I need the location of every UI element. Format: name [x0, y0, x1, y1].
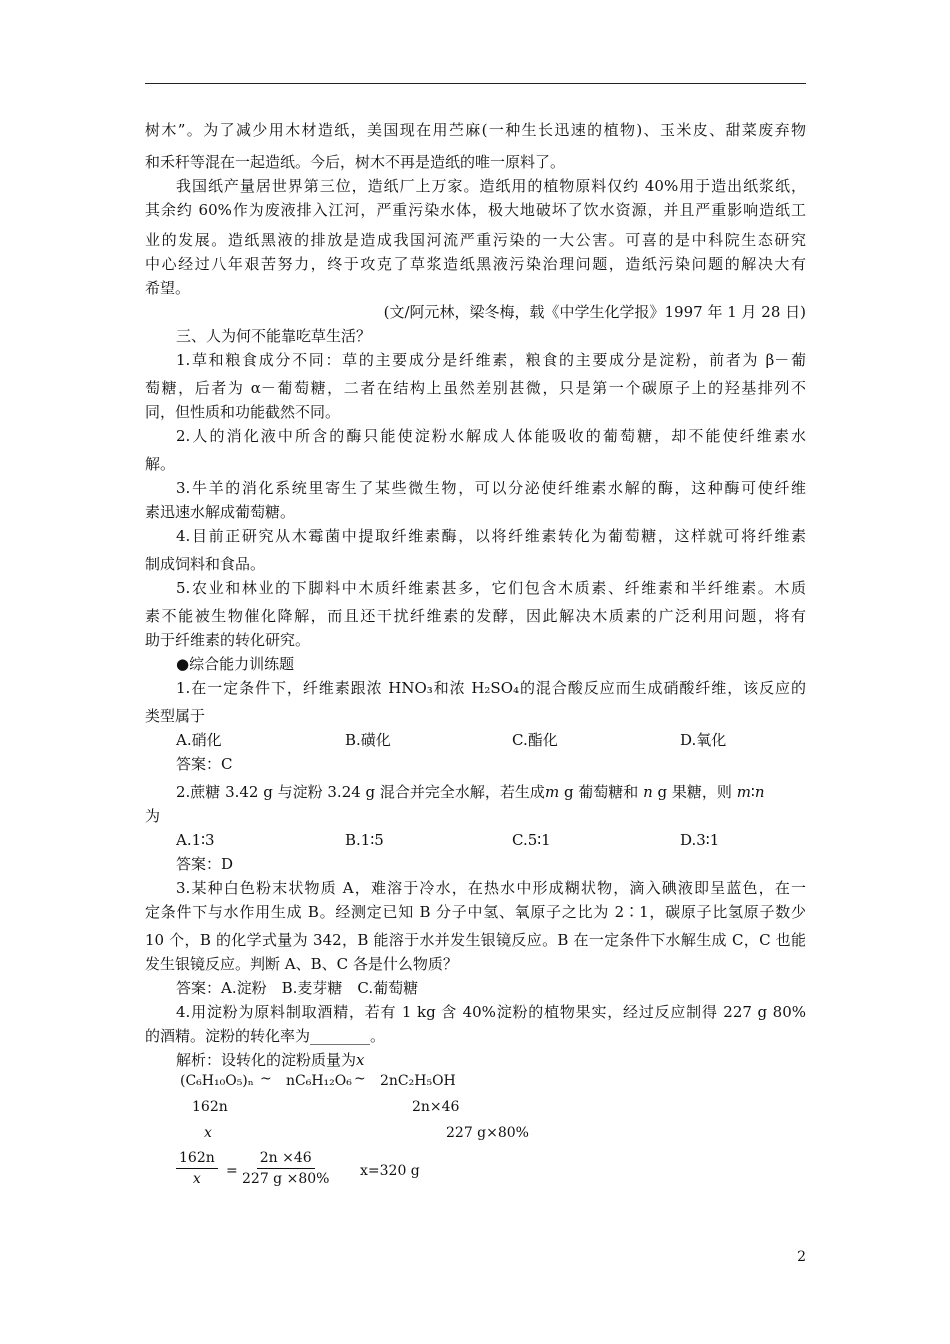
text-line: 1.草和粮食成分不同：草的主要成分是纤维素，粮食的主要成分是淀粉，前者为 β－葡 [176, 351, 806, 369]
tilde: ~ [260, 1071, 272, 1087]
question-3-text: 发生银镜反应。判断 A、B、C 各是什么物质？ [145, 955, 458, 973]
source-citation: (文/阿元林，梁冬梅，载《中学生化学报》1997 年 1 月 28 日) [383, 303, 806, 321]
q2-text: g 果糖，则 [652, 783, 737, 801]
fraction-numerator: 2n ×46 [257, 1148, 315, 1169]
ethanol-mass-actual: 227 g×80% [446, 1125, 529, 1141]
text-line: 希望。 [145, 279, 191, 297]
option-c: C.5∶1 [512, 831, 551, 849]
text-line: 树木”。为了减少用木材造纸，美国现在用苎麻(一种生长迅速的植物)、玉米皮、甜菜废弃物 [145, 121, 806, 139]
header-rule [145, 83, 806, 84]
var-n: n [754, 783, 765, 801]
answer-1: 答案：C [176, 755, 233, 773]
page-number: 2 [797, 1249, 806, 1265]
var-m: m [544, 783, 560, 801]
fraction-denominator: 227 g ×80% [242, 1171, 330, 1187]
section-heading: 三、人为何不能靠吃草生活？ [176, 327, 372, 345]
text-line: 解。 [145, 455, 176, 473]
question-1-text: 1.在一定条件下，纤维素跟浓 HNO₃和浓 H₂SO₄的混合酸反应而生成硝酸纤维，该反应的 [176, 679, 806, 697]
option-c: C.酯化 [512, 731, 558, 749]
question-1-text: 类型属于 [145, 707, 206, 725]
exercises-heading: ●综合能力训练题 [176, 655, 295, 673]
result: x=320 g [360, 1163, 420, 1179]
q2-text: 2.蔗糖 3.42 g 与淀粉 3.24 g 混合并完全水解，若生成 [176, 783, 545, 801]
glucose-formula: nC₆H₁₂O₆ [286, 1073, 352, 1089]
var-n: n [643, 783, 653, 801]
text-line: 3.牛羊的消化系统里寄生了某些微生物，可以分泌使纤维素水解的酶，这种酶可使纤维 [176, 479, 806, 497]
var-m: m [736, 783, 751, 801]
fraction-right [242, 1148, 329, 1189]
starch-formula: (C₆H₁₀O₅)ₙ [180, 1073, 254, 1089]
text-line: 中心经过八年艰苦努力，终于攻克了草浆造纸黑液污染治理问题，造纸污染问题的解决大有 [145, 255, 806, 273]
fraction-denominator: x [192, 1171, 201, 1187]
question-4-text: 的酒精。淀粉的转化率为________。 [145, 1027, 386, 1045]
question-2-text [176, 780, 806, 804]
solution-text: 解析：设转化的淀粉质量为 [176, 1051, 357, 1069]
text-line: 素迅速水解成葡萄糖。 [145, 503, 296, 521]
ethanol-formula: 2nC₂H₅OH [380, 1073, 456, 1089]
question-4-text: 4.用淀粉为原料制取酒精，若有 1 kg 含 40%淀粉的植物果实，经过反应制得 227 g 80% [176, 1003, 806, 1021]
option-a: A.1∶3 [176, 831, 215, 849]
answer-3: 答案：A.淀粉 B.麦芽糖 C.葡萄糖 [176, 979, 419, 997]
starch-mass-ratio: 162n [192, 1099, 228, 1115]
text-line: 4.目前正研究从木霉菌中提取纤维素酶，以将纤维素转化为葡萄糖，这样就可将纤维素 [176, 527, 806, 545]
tilde: ~ [354, 1071, 366, 1087]
option-d: D.3∶1 [680, 831, 720, 849]
fraction-numerator: 162n [176, 1148, 218, 1169]
text-line: 制成饲料和食品。 [145, 555, 266, 573]
text-line: 2.人的消化液中所含的酶只能使淀粉水解成人体能吸收的葡萄糖，却不能使纤维素水 [176, 427, 806, 445]
question-3-text: 定条件下与水作用生成 B。经测定已知 B 分子中氢、氧原子之比为 2∶1，碳原子比氢原子数少 [145, 903, 806, 921]
text-line: 素不能被生物催化降解，而且还干扰纤维素的发酵，因此解决木质素的广泛利用问题，将有 [145, 607, 806, 625]
answer-2: 答案：D [176, 855, 234, 873]
text-line: 同，但性质和功能截然不同。 [145, 403, 341, 421]
question-3-text: 3.某种白色粉末状物质 A，难溶于冷水，在热水中形成糊状物，滴入碘液即呈蓝色，在一 [176, 879, 806, 897]
option-a: A.硝化 [176, 731, 222, 749]
ratio-colon: ∶ [750, 783, 755, 801]
option-b: B.1∶5 [345, 831, 384, 849]
fraction-left [176, 1148, 218, 1189]
text-line: 其余约 60%作为废液排入江河，严重污染水体，极大地破坏了饮水资源，并且严重影响造纸工 [145, 201, 806, 219]
option-b: B.磺化 [345, 731, 391, 749]
option-d: D.氧化 [680, 731, 727, 749]
starch-mass-unknown: x [204, 1125, 212, 1141]
text-line: 萄糖，后者为 α－葡萄糖，二者在结构上虽然差别甚微，只是第一个碳原子上的羟基排列不 [145, 379, 806, 397]
ethanol-mass-ratio: 2n×46 [412, 1099, 460, 1115]
text-line: 我国纸产量居世界第三位，造纸厂上万家。造纸用的植物原料仅约 40%用于造出纸浆纸， [176, 177, 806, 195]
text-line: 5.农业和林业的下脚料中木质纤维素甚多，它们包含木质素、纤维素和半纤维素。木质 [176, 579, 806, 597]
q2-text: g 葡萄糖和 [559, 783, 644, 801]
text-line: 和禾秆等混在一起造纸。今后，树木不再是造纸的唯一原料了。 [145, 153, 566, 171]
question-2-text: 为 [145, 807, 161, 825]
text-line: 助于纤维素的转化研究。 [145, 631, 311, 649]
equals-sign: = [226, 1163, 238, 1179]
question-3-text: 10 个，B 的化学式量为 342，B 能溶于水并发生银镜反应。B 在一定条件下水解生成 C，C 也能 [145, 931, 806, 949]
var-x: x [356, 1051, 365, 1069]
text-line: 业的发展。造纸黑液的排放是造成我国河流严重污染的一大公害。可喜的是中科院生态研究 [145, 231, 806, 249]
